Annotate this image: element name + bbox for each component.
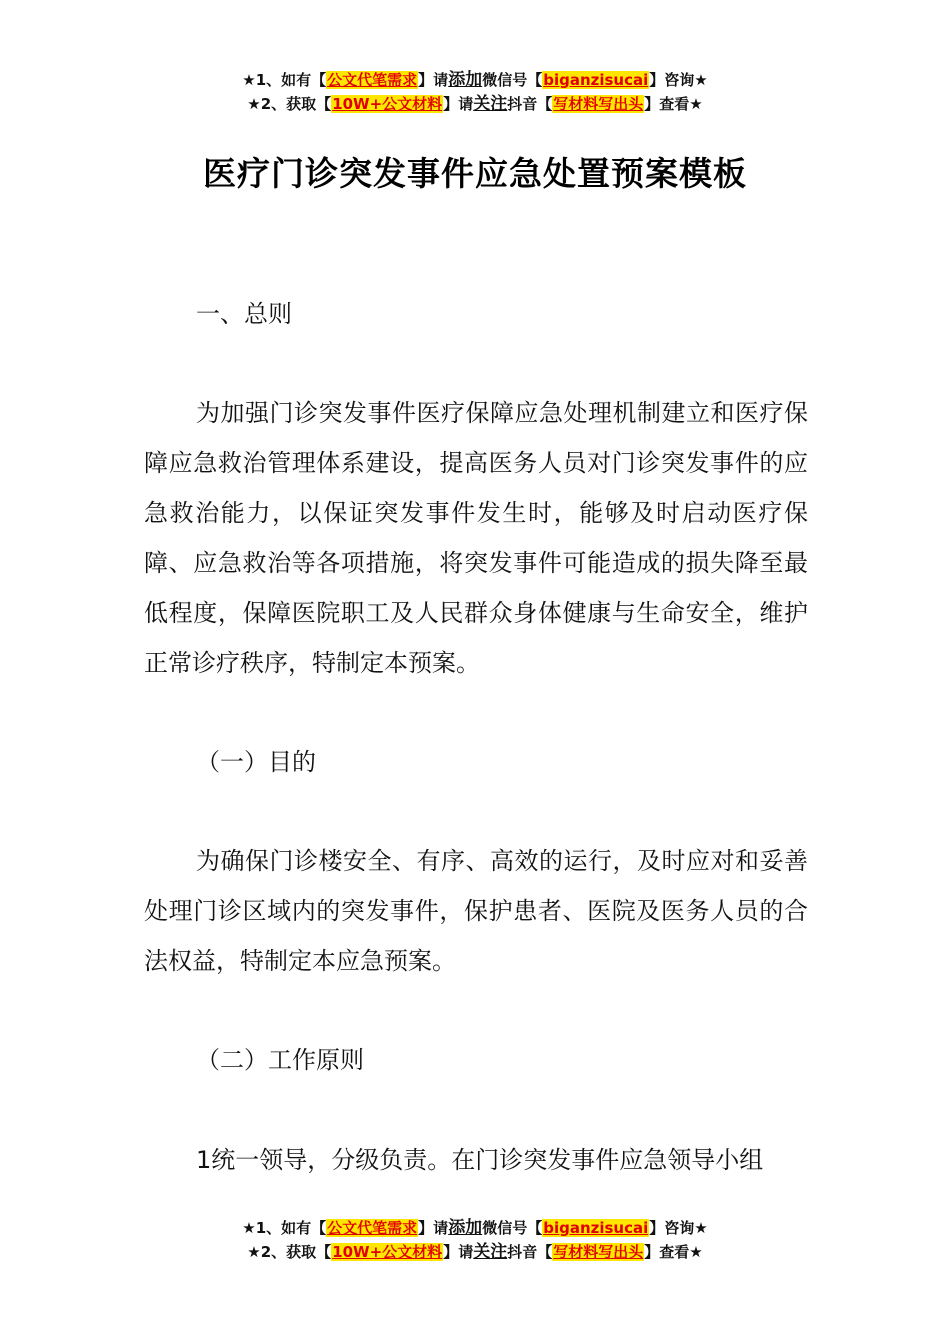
highlight-wechat-id: biganzisucai xyxy=(543,71,649,89)
paragraph-principles: 1统一领导，分级负责。在门诊突发事件应急领导小组 xyxy=(196,1146,764,1174)
highlight-service: 公文代笔需求 xyxy=(327,71,418,89)
paragraph-purpose: 为确保门诊楼安全、有序、高效的运行，及时应对和妥善处理门诊区域内的突发事件，保护患者、医院及医务人员的合法权益，特制定本应急预案。 xyxy=(144,847,808,975)
highlight-douyin-id: 写材料写出头 xyxy=(553,95,644,113)
highlight-wechat-id: biganzisucai xyxy=(543,1219,649,1237)
promo-line-1: ★1、如有【公文代笔需求】请添加微信号【biganzisucai】咨询★ xyxy=(242,1218,708,1238)
promo-line-2: ★2、获取【10W+公文材料】请关注抖音【写材料写出头】查看★ xyxy=(247,94,703,114)
promo-banner-bottom xyxy=(0,1216,950,1264)
subsection-purpose-heading: （一）目的 xyxy=(196,748,316,776)
highlight-douyin-id: 写材料写出头 xyxy=(553,1243,644,1261)
subsection-principles-heading: （二）工作原则 xyxy=(196,1046,364,1074)
document-title: 医疗门诊突发事件应急处置预案模板 xyxy=(203,154,747,193)
section-general-heading: 一、总则 xyxy=(196,300,292,328)
highlight-service: 公文代笔需求 xyxy=(327,1219,418,1237)
highlight-materials: 10W+公文材料 xyxy=(332,95,443,113)
highlight-materials: 10W+公文材料 xyxy=(332,1243,443,1261)
promo-line-1: ★1、如有【公文代笔需求】请添加微信号【biganzisucai】咨询★ xyxy=(242,70,708,90)
promo-line-2: ★2、获取【10W+公文材料】请关注抖音【写材料写出头】查看★ xyxy=(247,1242,703,1262)
promo-banner-top xyxy=(0,68,950,116)
paragraph-general: 为加强门诊突发事件医疗保障应急处理机制建立和医疗保障应急救治管理体系建设，提高医务人员对门诊突发事件的应急救治能力，以保证突发事件发生时，能够及时启动医疗保障、应急救治等各项措施，将突发事件可能造成的损失降至最低程度，保障医院职工及人民群众身体健康与生命安全，维护正常诊疗秩序，特制定本预案。 xyxy=(144,399,808,677)
